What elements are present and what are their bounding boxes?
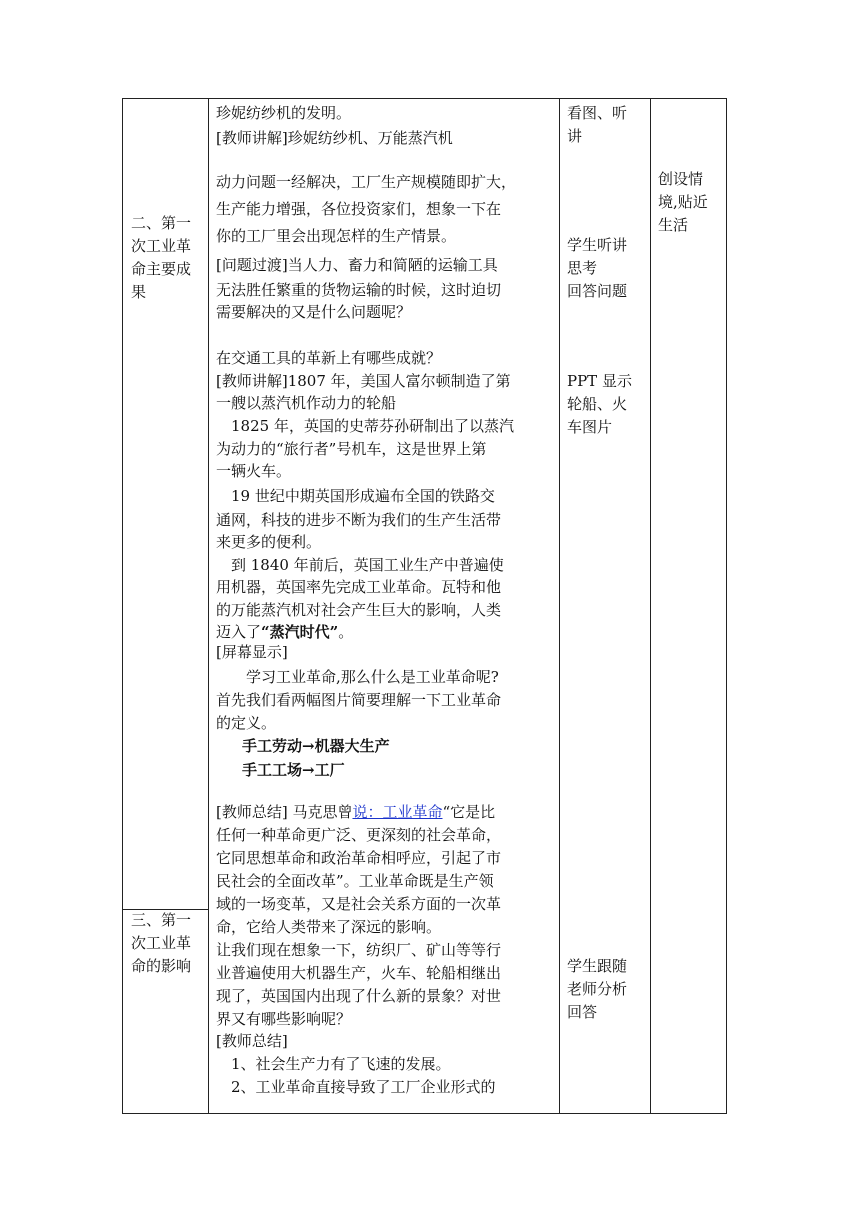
activity-line: 思考 bbox=[567, 259, 598, 277]
content-line: 在交通工具的革新上有哪些成就？ bbox=[216, 349, 442, 367]
content-line: 一辆火车。 bbox=[216, 462, 292, 480]
section-title-line: 命主要成 bbox=[131, 260, 192, 278]
content-line: 的万能蒸汽机对社会产生巨大的影响，人类 bbox=[216, 601, 502, 619]
content-line: 学习工业革命,那么什么是工业革命呢? bbox=[216, 668, 499, 686]
content-line: 用机器，英国率先完成工业革命。瓦特和他 bbox=[216, 578, 502, 596]
content-line: 生产能力增强，各位投资家们，想象一下在 bbox=[216, 200, 502, 218]
activity-line: 学生跟随 bbox=[567, 957, 628, 975]
content-line: 为动力的“旅行者”号机车，这是世界上第 bbox=[216, 440, 487, 458]
activity-view-listen bbox=[567, 102, 651, 148]
content-line: 通网，科技的进步不断为我们的生产生活带 bbox=[216, 511, 502, 529]
content-line: 界又有哪些影响呢？ bbox=[216, 1010, 352, 1028]
content-line: 1825 年，英国的史蒂芬孙研制出了以蒸汽 bbox=[216, 417, 514, 435]
activity-line: 回答 bbox=[567, 1003, 598, 1021]
content-text: [教师总结] 马克思曾 bbox=[216, 803, 353, 821]
content-line: 域的一场变革，又是社会关系方面的一次革 bbox=[216, 895, 502, 913]
content-line: 一艘以蒸汽机作动力的轮船 bbox=[216, 394, 397, 412]
content-line: 首先我们看两幅图片简要理解一下工业革命 bbox=[216, 691, 502, 709]
section-title-impact bbox=[131, 909, 207, 978]
activity-line: 车图片 bbox=[567, 418, 613, 436]
section-title-line: 二、第一 bbox=[131, 214, 192, 232]
content-line: 民社会的全面改革”。工业革命既是生产领 bbox=[216, 872, 494, 890]
lesson-plan-table bbox=[122, 98, 727, 1114]
content-line: 需要解决的又是什么问题呢？ bbox=[216, 303, 412, 321]
section-title-line: 次工业革 bbox=[131, 934, 192, 952]
section-title-line: 果 bbox=[131, 283, 147, 301]
activity-line: 学生听讲 bbox=[567, 236, 628, 254]
activity-line: PPT 显示 bbox=[567, 372, 632, 390]
design-intent bbox=[658, 168, 722, 237]
content-line bbox=[216, 801, 495, 824]
content-line: 珍妮纺纱机的发明。 bbox=[216, 104, 352, 122]
content-line: 它同思想革命和政治革命相呼应，引起了市 bbox=[216, 849, 502, 867]
screen-display-label: [屏幕显示] bbox=[216, 643, 288, 661]
section-title-line: 命的影响 bbox=[131, 957, 192, 975]
content-line: 到 1840 年前后，英国工业生产中普遍使 bbox=[216, 556, 504, 574]
content-text: 。 bbox=[338, 623, 354, 641]
activity-ppt-display bbox=[567, 370, 651, 439]
content-line: [教师总结] bbox=[216, 1032, 288, 1050]
content-line: 动力问题一经解决，工厂生产规模随即扩大， bbox=[216, 173, 517, 191]
content-line: 1、社会生产力有了飞速的发展。 bbox=[216, 1055, 451, 1073]
content-line: 让我们现在想象一下，纺织厂、矿山等等行 bbox=[216, 941, 502, 959]
content-line: 你的工厂里会出现怎样的生产情景。 bbox=[216, 227, 457, 245]
activity-line: 讲 bbox=[567, 127, 583, 145]
content-line: 2、工业革命直接导致了工厂企业形式的 bbox=[216, 1078, 496, 1096]
definition-line: 手工劳动→机器大生产 bbox=[242, 737, 390, 755]
definition-line: 手工工场→工厂 bbox=[242, 761, 345, 779]
steam-age-emphasis: “蒸汽时代” bbox=[261, 623, 339, 641]
intent-line: 境,贴近 bbox=[658, 193, 708, 211]
activity-line: 看图、听 bbox=[567, 104, 628, 122]
activity-line: 回答问题 bbox=[567, 282, 628, 300]
activity-follow-analysis bbox=[567, 955, 651, 1024]
activity-line: 轮船、火 bbox=[567, 395, 628, 413]
content-line: 业普遍使用大机器生产，火车、轮船相继出 bbox=[216, 964, 502, 982]
activity-listen-answer bbox=[567, 234, 651, 303]
section-title-line: 次工业革 bbox=[131, 237, 192, 255]
content-line: 19 世纪中期英国形成遍布全国的铁路交 bbox=[216, 487, 495, 505]
column-divider bbox=[208, 99, 209, 1113]
quote-link[interactable]: 说：工业革命 bbox=[352, 803, 443, 821]
content-line: 的定义。 bbox=[216, 714, 277, 732]
section-title-achievements bbox=[131, 212, 207, 304]
content-line: 来更多的便利。 bbox=[216, 533, 322, 551]
content-line: [教师讲解]1807 年，美国人富尔顿制造了第 bbox=[216, 372, 511, 390]
intent-line: 生活 bbox=[658, 216, 689, 234]
section-title-line: 三、第一 bbox=[131, 911, 192, 929]
content-line: 无法胜任繁重的货物运输的时候，这时迫切 bbox=[216, 281, 502, 299]
column-divider bbox=[559, 99, 560, 1113]
content-line: 现了，英国国内出现了什么新的景象？对世 bbox=[216, 987, 502, 1005]
intent-line: 创设情 bbox=[658, 170, 704, 188]
content-text: 迈入了 bbox=[216, 623, 262, 641]
content-line: [问题过渡]当人力、畜力和简陋的运输工具 bbox=[216, 256, 498, 274]
content-line: 任何一种革命更广泛、更深刻的社会革命， bbox=[216, 826, 502, 844]
content-line: 命，它给人类带来了深远的影响。 bbox=[216, 918, 442, 936]
content-line: [教师讲解]珍妮纺纱机、万能蒸汽机 bbox=[216, 129, 453, 147]
content-text: “它是比 bbox=[442, 803, 496, 821]
activity-line: 老师分析 bbox=[567, 980, 628, 998]
